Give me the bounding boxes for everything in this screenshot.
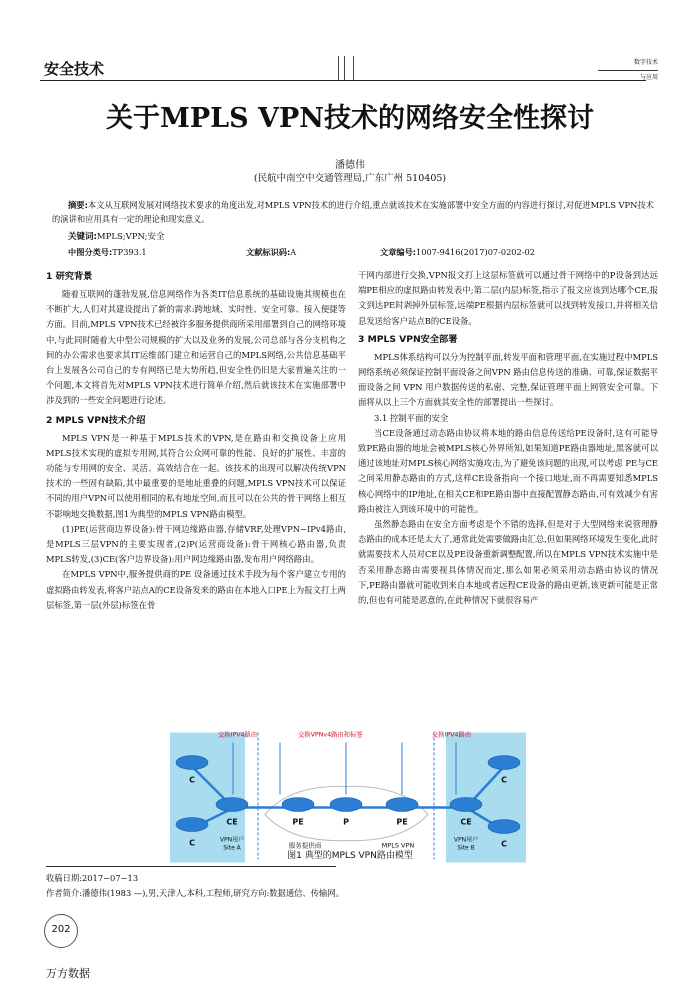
provider-label: 服务提供商 bbox=[288, 841, 322, 850]
site-a-label: Site A bbox=[223, 844, 241, 852]
router-icon bbox=[488, 820, 520, 834]
paragraph: 当CE设备通过动态路由协议将本地的路由信息传送给PE设备时,这有可能导致PE路由器的地址会被MPLS核心外界所知,如果知道PE路由器地址,黑客就可以通过该地址对MPLS核心网络实施攻击,为了避免该问题的出现,可以考虑 PE与CE之间采用静态路由的方式,这样CE设备指向一个接口地址,而不再需要知悉MPLS核心网络中的IP地址,在相关CE和PE路由器中直接配置静态路由,可有效减少有害路由被注入到该环境中的可能性。 bbox=[358, 427, 658, 514]
label-c: C bbox=[189, 775, 195, 785]
footnote-rule bbox=[46, 866, 336, 867]
vpn-user-a: VPN用户 bbox=[219, 836, 245, 844]
author-bio: 作者简介:潘德伟(1983 —),男,天津人,本科,工程师,研究方向:数据通信、传输网。 bbox=[46, 888, 344, 898]
header-rule bbox=[40, 80, 646, 81]
site-b-label: Site B bbox=[457, 844, 475, 852]
label-c: C bbox=[189, 838, 195, 848]
paragraph: 干网内部进行交换,VPN报文打上这层标签就可以通过骨干网络中的P设备到达远端PE相应的虚拟路由转发表中;第二层(内层)标签,指示了报文应该到达哪个CE,报文到达PE时剥掉外层标签,远端PE根据内层标签就可以找到转发接口,并将相关信息发送给客户站点B的CE设备。 bbox=[358, 270, 658, 326]
heading-mpls-intro: 2 MPLS VPN技术介绍 bbox=[46, 414, 146, 426]
page-number: 202 bbox=[51, 924, 71, 935]
section-title: 安全技术 bbox=[44, 60, 105, 78]
label-pe: PE bbox=[292, 817, 304, 827]
abstract-label: 摘要: bbox=[68, 200, 88, 210]
heading-security-deploy: 3 MPLS VPN安全部署 bbox=[358, 333, 458, 345]
journal-logo bbox=[598, 58, 658, 84]
paragraph: 随着互联网的蓬勃发展,信息网络作为各类IT信息系统的基础设施其规模也在不断扩大,人们对其建设提出了新的需求:跨地域、实时性、安全可靠、接入便捷等方面。目前,MPLS VPN技术已经被许多服务提供商所采用部署到自己的网络环境中,与此同时随着大中型公司规模的扩大以及业务的发展,公司总部与各分支机构之间的办公需求也要求其IT运维部门建立和运营自己的MPLS网络,公共信息基础平台上发展各公司自己的专有网络已是大势所趋,但安全性仍旧是大家普遍关注的一个问题,本文将首先对MPLS VPN技术进行简单介绍,然后就该技术在实施部署中涉及到的一些安全问题进行论述。 bbox=[46, 289, 346, 406]
keywords-label: 关键词: bbox=[68, 232, 97, 242]
mpls-vpn-label: MPLS VPN bbox=[381, 841, 415, 850]
paragraph: 在MPLS VPN中,服务提供商的PE 设备通过技术手段为每个客户建立专用的虚拟路由转发表,将客户站点A的CE设备发来的路由在本地入口PE上为报文打上两层标签,第一层(外层)标签在骨 bbox=[46, 569, 346, 610]
heading-research-background: 1 研究背景 bbox=[46, 271, 93, 282]
clc-number: 中图分类号:TP393.1 bbox=[68, 247, 147, 257]
affiliation: (民航中南空中交通管理局,广东广州 510405) bbox=[253, 173, 447, 184]
page-number-badge bbox=[44, 914, 78, 948]
label-p: P bbox=[343, 817, 349, 827]
figure-caption: 图1 典型的MPLS VPN路由模型 bbox=[287, 851, 413, 861]
document-code: 文献标识码:A bbox=[246, 247, 297, 257]
router-icon bbox=[282, 798, 314, 812]
paragraph: MPLS VPN是一种基于MPLS技术的VPN,是在路由和交换设备上应用MPLS技术实现的虚拟专用网,其符合公众网可靠的性能、良好的扩展性、丰富的功能与专用网的安全、灵活、高效结合在一起。该技术的出现可以解决传统VPN技术的一些固有缺陷,其中最重要的是地址重叠的问题,MPLS VPN技术可以保证不同的用户VPN可以使用相同的私有地址空间,而且可以在公共的骨干网络上相互不影响地交换数据,图1为典型的MPLS VPN路由模型。 bbox=[46, 432, 346, 519]
brand-footer: 万方数据 bbox=[46, 967, 90, 980]
abstract bbox=[52, 198, 660, 226]
router-icon bbox=[330, 798, 362, 812]
paragraph: 虽然静态路由在安全方面考虑是个不错的选择,但是对于大型网络来说管理静态路由的成本还是太大了,通常此处需要做路由汇总,但如果网络环境发生变化,此时就需要技术人员对CE以及PE设备重新调整配置,所以在MPLS VPN技术实施中是否采用静态路由需要视具体情况而定,那么如果必须采用动态路由协议的情况下,PE路由器就可能收到来自本地或者远程CE设备的路由更新,该更新可能是正常的,但也有可能是恶意的,在此种情况下就很容易产 bbox=[358, 519, 658, 606]
router-icon bbox=[176, 818, 208, 832]
label-ce: CE bbox=[460, 817, 472, 827]
header-divider-bars bbox=[338, 56, 354, 80]
label-c: C bbox=[501, 775, 507, 785]
router-icon bbox=[386, 798, 418, 812]
router-icon bbox=[176, 756, 208, 770]
router-icon bbox=[216, 798, 248, 812]
paper-title: 关于MPLS VPN技术的网络安全性探讨 bbox=[105, 103, 594, 134]
label-ipv4-right: 交换IPV4路由 bbox=[432, 731, 472, 739]
router-icon bbox=[488, 756, 520, 770]
label-ce: CE bbox=[226, 817, 238, 827]
paragraph: MPLS体系结构可以分为控制平面,转发平面和管理平面,在实施过程中MPLS网络系统必须保证控制平面设备之间VPN 路由信息传送的准确、可靠,保证数据平面设备之间 VPN 用户数据传送的私密、完整,保证管理平面上网管安全可靠。下面将从以上三个方面就其安全性的部署提出一些探讨。 bbox=[358, 351, 658, 408]
received-date: 收稿日期:2017−07−13 bbox=[46, 873, 139, 883]
paragraph: (1)PE(运营商边界设备):骨干网边缘路由器,存储VRF,处理VPN−IPv4路由,是MPLS三层VPN的主要实现者,(2)P(运营商设备):骨干网核心路由器,负责MPLS转发,(3)CE(客户边界设备):用户网边缘路由器,发布用户网络路由。 bbox=[46, 523, 346, 565]
vpn-user-b: VPN用户 bbox=[453, 836, 479, 844]
keywords bbox=[68, 230, 165, 242]
logo-line-1: 数字技术 bbox=[633, 59, 658, 66]
backbone-cloud bbox=[265, 786, 428, 840]
keywords-text: MPLS;VPN;安全 bbox=[96, 232, 165, 242]
article-number: 文章编号:1007-9416(2017)07-0202-02 bbox=[380, 247, 535, 257]
abstract-text: 本文从互联网发展对网络技术要求的角度出发,对MPLS VPN技术的进行介绍,重点就该技术在实施部署中安全方面的内容进行探讨,对促进MPLS VPN技术的演讲和应用具有一定的理论和现实意义。 bbox=[52, 200, 654, 224]
subheading-control-plane: 3.1 控制平面的安全 bbox=[374, 412, 449, 423]
label-pe: PE bbox=[396, 817, 408, 827]
label-ipv4-left: 交换IPV4路由 bbox=[218, 731, 258, 739]
left-column bbox=[46, 268, 346, 613]
right-column bbox=[358, 268, 658, 608]
label-c: C bbox=[501, 839, 507, 849]
label-vpnv4: 交换VPNv4路由和标签 bbox=[298, 731, 363, 739]
logo-line-2: 与应用 bbox=[639, 74, 658, 81]
router-icon bbox=[450, 798, 482, 812]
author: 潘德伟 bbox=[335, 160, 365, 171]
